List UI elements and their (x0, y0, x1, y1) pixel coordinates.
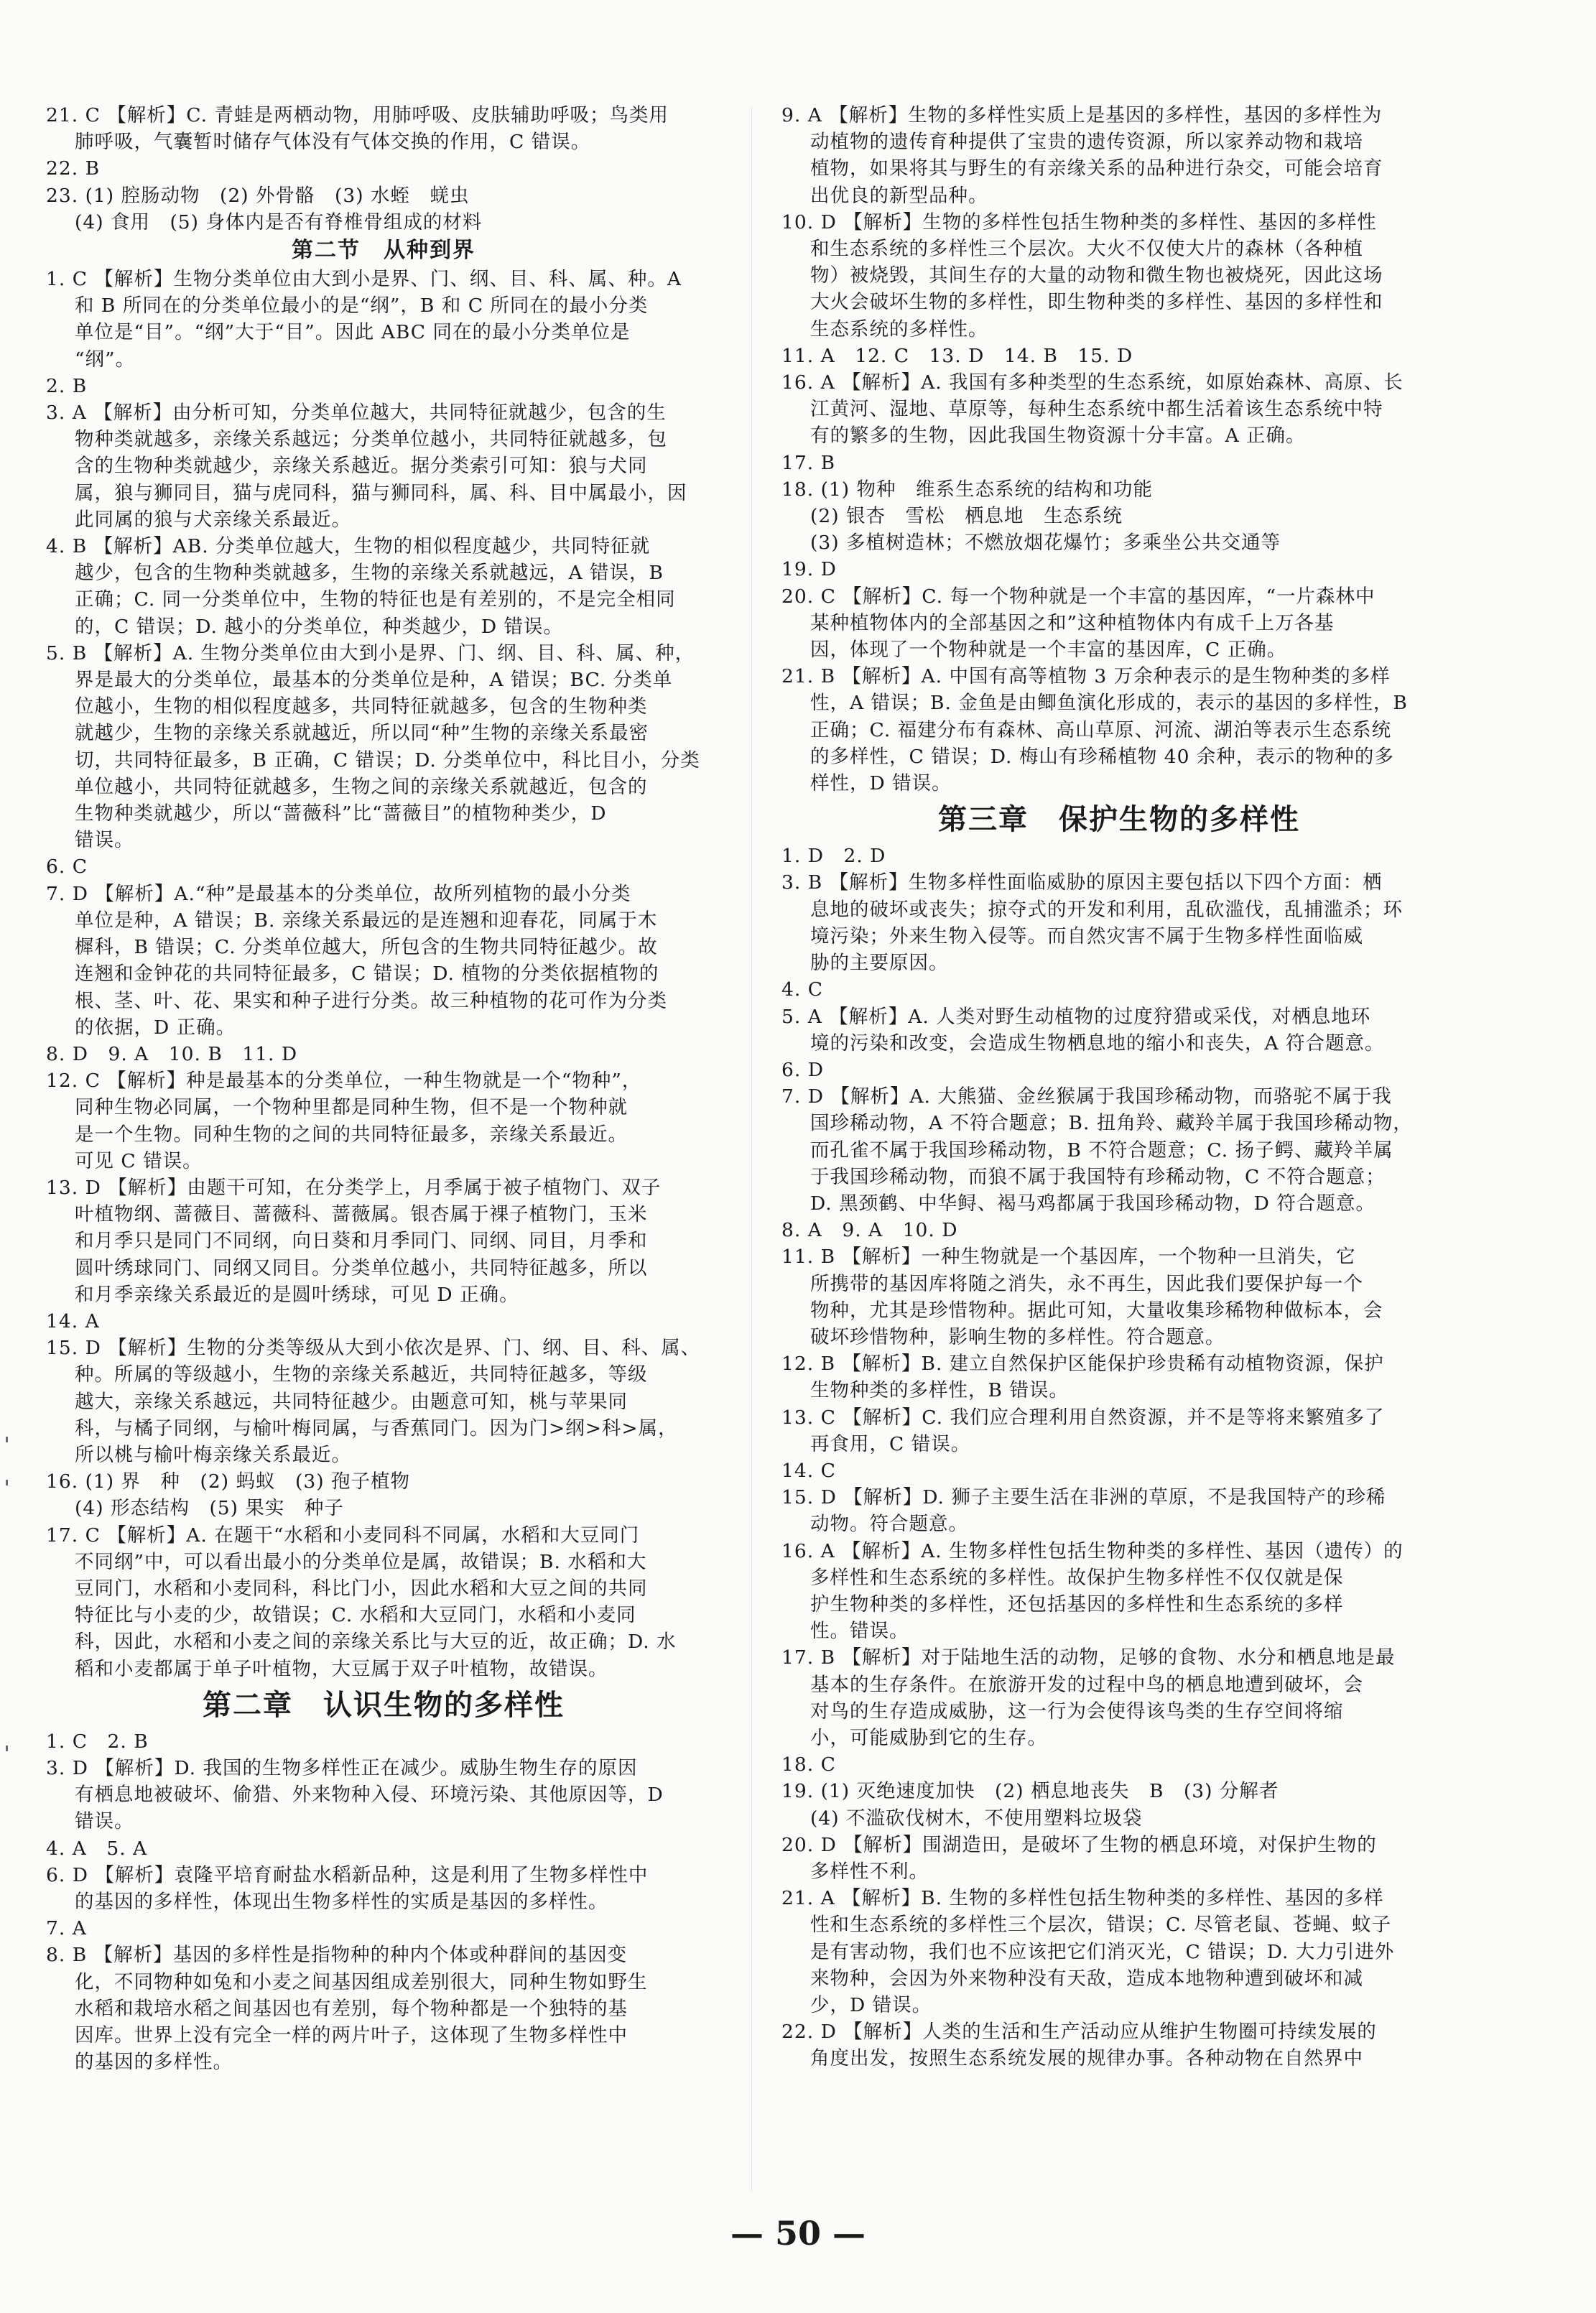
answer-line: 有栖息地被破坏、偷猎、外来物种入侵、环境污染、其他原因等，D (75, 1784, 664, 1807)
answer-line: 6. D 【解析】袁隆平培育耐盐水稻新品种，这是利用了生物多样性中 (46, 1863, 649, 1886)
answer-line: 性，A 错误；B. 金鱼是由鲫鱼演化形成的，表示的基因的多样性，B (810, 692, 1408, 715)
answer-line: 7. D 【解析】A.“种”是最基本的分类单位，故所列植物的最小分类 (46, 882, 631, 905)
answer-line: 3. A 【解析】由分析可知，分类单位越大，共同特征就越少，包含的生 (46, 402, 667, 425)
answer-line: 境的污染和改变，会造成生物栖息地的缩小和丧失，A 符合题意。 (810, 1032, 1385, 1054)
answer-line: D. 黑颈鹤、中华鲟、褐马鸡都属于我国珍稀动物，D 符合题意。 (810, 1192, 1375, 1215)
answer-line: 物）被烧毁，其间生存的大量的动物和微生物也被烧死，因此这场 (810, 264, 1383, 287)
answer-line: 可见 C 错误。 (75, 1149, 203, 1172)
answer-line: 19. (1) 灭绝速度加快 (2) 栖息地丧失 B (3) 分解者 (781, 1780, 1279, 1803)
answer-line: 6. C (46, 856, 88, 879)
answer-line: 生物种类就越少，所以“蔷薇科”比“蔷薇目”的植物种类少，D (75, 802, 607, 825)
answer-line: 出优良的新型品种。 (810, 184, 988, 207)
answer-line: 连翘和金钟花的共同特征最多，C 错误；D. 植物的分类依据植物的 (75, 963, 659, 986)
answer-line: 角度出发，按照生态系统发展的规律办事。各种动物在自然界中 (810, 2047, 1363, 2070)
answer-line: 稻和小麦都属于单子叶植物，大豆属于双子叶植物，故错误。 (75, 1657, 608, 1680)
answer-line: 再食用，C 错误。 (810, 1432, 971, 1455)
answer-line: 1. D 2. D (781, 845, 886, 868)
answer-line: 7. D 【解析】A. 大熊猫、金丝猴属于我国珍稀动物，而骆驼不属于我 (781, 1085, 1392, 1108)
answer-line: (3) 多植树造林；不燃放烟花爆竹；多乘坐公共交通等 (810, 532, 1281, 555)
answer-line: 3. D 【解析】D. 我国的生物多样性正在减少。威胁生物生存的原因 (46, 1756, 638, 1779)
answer-line: 切，共同特征最多，B 正确，C 错误；D. 分类单位中，科比目小，分类 (75, 748, 700, 771)
answer-line: 含的生物种类就越少，亲缘关系越近。据分类索引可知：狼与犬同 (75, 455, 648, 478)
answer-line: 水稻和栽培水稻之间基因也有差别，每个物种都是一个独特的基 (75, 1997, 628, 2020)
answer-line: 8. D 9. A 10. B 11. D (46, 1042, 298, 1065)
answer-line: 特征比与小麦的少，故错误；C. 水稻和大豆同门，水稻和小麦同 (75, 1604, 636, 1627)
answer-line: 单位是种，A 错误；B. 亲缘关系最远的是连翘和迎春花，同属于木 (75, 909, 658, 932)
answer-line: 基本的生存条件。在旅游开发的过程中鸟的栖息地遭到破坏，会 (810, 1673, 1363, 1696)
answer-line: 样性，D 错误。 (810, 772, 952, 795)
answer-line: “纲”。 (75, 348, 136, 371)
answer-line: 国珍稀动物，A 不符合题意；B. 扭角羚、藏羚羊属于我国珍稀动物， (810, 1112, 1413, 1135)
answer-line: (4) 形态结构 (5) 果实 种子 (75, 1497, 344, 1520)
answer-line: 单位是“目”。“纲”大于“目”。因此 ABC 同在的最小分类单位是 (75, 321, 631, 344)
answer-line: 是一个生物。同种生物的之间的共同特征最多，亲缘关系最近。 (75, 1123, 628, 1146)
answer-line: 19. D (781, 558, 837, 581)
answer-line: 1. C 【解析】生物分类单位由大到小是界、门、纲、目、科、属、种。A (46, 268, 682, 291)
answer-line: 错误。 (75, 829, 134, 852)
answer-line: 界是最大的分类单位，最基本的分类单位是种，A 错误；BC. 分类单 (75, 669, 673, 692)
answer-line: 错误。 (75, 1810, 134, 1833)
answer-line: 所携带的基因库将随之消失，永不再生，因此我们要保护每一个 (810, 1272, 1363, 1295)
answer-line: 13. D 【解析】由题干可知，在分类学上，月季属于被子植物门、双子 (46, 1176, 662, 1199)
answer-line: 6. D (781, 1058, 824, 1081)
answer-line: 7. A (46, 1917, 87, 1940)
answer-line: 因库。世界上没有完全一样的两片叶子，这体现了生物多样性中 (75, 2024, 628, 2047)
answer-line: 位越小，生物的相似程度越多，共同特征就越多，包含的生物种类 (75, 695, 648, 718)
answer-line: 性和生态系统的多样性三个层次，错误；C. 尽管老鼠、苍蝇、蚊子 (810, 1914, 1392, 1937)
answer-line: 13. C 【解析】C. 我们应合理利用自然资源，并不是等将来繁殖多了 (781, 1406, 1385, 1429)
answer-line: 动植物的遗传育种提供了宝贵的遗传资源，所以家养动物和栽培 (810, 131, 1363, 154)
answer-line: 1. C 2. B (46, 1730, 149, 1753)
answer-line: 20. C 【解析】C. 每一个物种就是一个丰富的基因库，“一片森林中 (781, 585, 1375, 608)
answer-line: 和月季只是同门不同纲，向日葵和月季同门、同纲、同目，月季和 (75, 1230, 648, 1253)
answer-line: 化，不同物种如兔和小麦之间基因组成差别很大，同种生物如野生 (75, 1970, 648, 1993)
answer-line: 根、茎、叶、花、果实和种子进行分类。故三种植物的花可作为分类 (75, 989, 667, 1012)
answer-line: 的，C 错误；D. 越小的分类单位，种类越少，D 错误。 (75, 615, 564, 638)
column-divider (751, 108, 752, 2191)
answer-line: 对鸟的生存造成威胁，这一行为会使得该鸟类的生存空间将缩 (810, 1700, 1344, 1723)
answer-line: 小，可能威胁到它的生存。 (810, 1726, 1047, 1749)
answer-line: 生态系统的多样性。 (810, 317, 988, 340)
answer-line: 破坏珍惜物种，影响生物的多样性。符合题意。 (810, 1325, 1225, 1348)
answer-line: 就越少，生物的亲缘关系就越近，所以同“种”生物的亲缘关系最密 (75, 722, 649, 745)
answer-line: 有的繁多的生物，因此我国生物资源十分丰富。A 正确。 (810, 425, 1306, 448)
page-number-value: 50 (774, 2214, 821, 2253)
answer-line: 和 B 所同在的分类单位最小的是“纲”，B 和 C 所同在的最小分类 (75, 295, 649, 317)
answer-line: 17. B 【解析】对于陆地生活的动物，足够的食物、水分和栖息地是最 (781, 1646, 1396, 1669)
answer-line: 14. C (781, 1459, 836, 1482)
answer-line: 的基因的多样性，体现出生物多样性的实质是基因的多样性。 (75, 1891, 608, 1913)
answer-line: 4. B 【解析】AB. 分类单位越大，生物的相似程度越少，共同特征就 (46, 535, 651, 558)
answer-line: 同种生物必同属，一个物种里都是同种生物，但不是一个物种就 (75, 1096, 628, 1119)
answer-line: 大火会破坏生物的多样性，即生物种类的多样性、基因的多样性和 (810, 291, 1383, 314)
answer-line: 护生物种类的多样性，还包括基因的多样性和生态系统的多样 (810, 1593, 1344, 1616)
answer-line: 的依据，D 正确。 (75, 1016, 236, 1039)
answer-line: 16. (1) 界 种 (2) 蚂蚁 (3) 孢子植物 (46, 1470, 410, 1493)
answer-line: 生物种类的多样性，B 错误。 (810, 1379, 1069, 1402)
answer-line: 18. (1) 物种 维系生态系统的结构和功能 (781, 478, 1154, 501)
answer-line: 的基因的多样性。 (75, 2051, 233, 2074)
answer-line: 所以桃与榆叶梅亲缘关系最近。 (75, 1443, 351, 1466)
answer-line: 属，狼与狮同目，猫与虎同科，猫与狮同科，属、科、目中属最小，因 (75, 481, 687, 504)
answer-line: (4) 食用 (5) 身体内是否有脊椎骨组成的材料 (75, 210, 483, 233)
answer-line: 17. C 【解析】A. 在题干“水稻和小麦同科不同属，水稻和大豆同门 (46, 1524, 640, 1547)
answer-line: 多样性和生态系统的多样性。故保护生物多样性不仅仅就是保 (810, 1566, 1344, 1589)
answer-line: 和月季亲缘关系最近的是圆叶绣球，可见 D 正确。 (75, 1283, 519, 1306)
answer-line: 22. D 【解析】人类的生活和生产活动应从维护生物圈可持续发展的 (781, 2021, 1377, 2044)
answer-line: 21. C 【解析】C. 青蛙是两栖动物，用肺呼吸、皮肤辅助呼吸；鸟类用 (46, 104, 669, 126)
answer-line: 圆叶绣球同门、同纲又同目。分类单位越小，共同特征越多，所以 (75, 1256, 648, 1279)
answer-line: 正确；C. 同一分类单位中，生物的特征也是有差别的，不是完全相同 (75, 588, 676, 611)
answer-line: 11. A 12. C 13. D 14. B 15. D (781, 344, 1133, 367)
answer-line: 不同纲”中，可以看出最小的分类单位是属，故错误；B. 水稻和大 (75, 1550, 647, 1573)
answer-line: 息地的破坏或丧失；掠夺式的开发和利用，乱砍滥伐，乱捕滥杀；环 (810, 898, 1403, 921)
answer-line: 正确；C. 福建分布有森林、高山草原、河流、湖泊等表示生态系统 (810, 718, 1392, 741)
answer-line: 此同属的狼与犬亲缘关系最近。 (75, 508, 351, 531)
answer-line: 境污染；外来生物入侵等。而自然灾害不属于生物多样性面临威 (810, 924, 1363, 947)
chapter-heading: 第三章 保护生物的多样性 (938, 803, 1300, 837)
answer-line: 5. B 【解析】A. 生物分类单位由大到小是界、门、纲、目、科、属、种， (46, 641, 695, 664)
answer-column-left (46, 102, 721, 2075)
answer-line: 种。所属的等级越小，生物的亲缘关系越近，共同特征越多，等级 (75, 1363, 648, 1386)
answer-line: 3. B 【解析】生物多样性面临威胁的原因主要包括以下四个方面：栖 (781, 871, 1383, 894)
answer-line: 植物，如果将其与野生的有亲缘关系的品种进行杂交，可能会培育 (810, 157, 1383, 180)
answer-line: (2) 银杏 雪松 栖息地 生态系统 (810, 505, 1123, 528)
answer-line: 的多样性，C 错误；D. 梅山有珍稀植物 40 余种，表示的物种的多 (810, 745, 1394, 768)
answer-line: 10. D 【解析】生物的多样性包括生物种类的多样性、基因的多样性 (781, 210, 1377, 233)
page-number: — 50 — (730, 2214, 866, 2253)
answer-line: 越少，包含的生物种类就越多，生物的亲缘关系就越远，A 错误，B (75, 562, 664, 585)
answer-line: 20. D 【解析】围湖造田，是破坏了生物的栖息环境，对保护生物的 (781, 1833, 1377, 1856)
answer-line: 4. C (781, 978, 823, 1001)
binding-mark (6, 1480, 19, 1485)
answer-line: 8. A 9. A 10. D (781, 1219, 958, 1242)
answer-line: 23. (1) 腔肠动物 (2) 外骨骼 (3) 水蛭 蜣虫 (46, 184, 470, 207)
answer-line: 豆同门，水稻和小麦同科，科比门小，因此水稻和大豆之间的共同 (75, 1577, 648, 1600)
answer-line: 15. D 【解析】D. 狮子主要生活在非洲的草原，不是我国特产的珍稀 (781, 1486, 1386, 1509)
answer-line: 江黄河、湿地、草原等，每种生态系统中都生活着该生态系统中特 (810, 398, 1383, 421)
answer-line: 多样性不利。 (810, 1860, 929, 1883)
answer-line: 来物种，会因为外来物种没有天敌，造成本地物种遭到破坏和减 (810, 1967, 1363, 1990)
answer-line: 科，与橘子同纲，与榆叶梅同属，与香蕉同门。因为门>纲>科>属， (75, 1417, 678, 1440)
answer-line: 18. C (781, 1753, 836, 1776)
answer-line: 12. C 【解析】种是最基本的分类单位，一种生物就是一个“物种”， (46, 1070, 642, 1093)
answer-line: 性。错误。 (810, 1620, 909, 1643)
answer-line: 8. B 【解析】基因的多样性是指物种的种内个体或种群间的基因变 (46, 1944, 628, 1967)
answer-line: 5. A 【解析】A. 人类对野生动植物的过度狩猎或采伐，对栖息地环 (781, 1005, 1371, 1028)
answer-line: 12. B 【解析】B. 建立自然保护区能保护珍贵稀有动植物资源，保护 (781, 1353, 1384, 1376)
answer-line: 22. B (46, 157, 101, 180)
answer-line: 15. D 【解析】生物的分类等级从大到小依次是界、门、纲、目、科、属、 (46, 1337, 701, 1360)
answer-line: 16. A 【解析】A. 我国有多种类型的生态系统，如原始森林、高原、长 (781, 371, 1404, 394)
answer-line: 叶植物纲、蔷薇目、蔷薇科、蔷薇属。银杏属于裸子植物门，玉米 (75, 1203, 648, 1226)
chapter-heading: 第二章 认识生物的多样性 (203, 1688, 565, 1722)
answer-line: 因，体现了一个物种就是一个丰富的基因库，C 正确。 (810, 639, 1287, 662)
answer-line: 樨科，B 错误；C. 分类单位越大，所包含的生物共同特征越少。故 (75, 936, 658, 959)
binding-mark (6, 1746, 19, 1751)
answer-line: 少，D 错误。 (810, 1994, 932, 2017)
answer-line: 是有害动物，我们也不应该把它们消灭光，C 错误；D. 大力引进外 (810, 1940, 1395, 1963)
answer-line: 越大，亲缘关系越远，共同特征越少。由题意可知，桃与苹果同 (75, 1390, 628, 1413)
answer-line: 胁的主要原因。 (810, 952, 949, 975)
answer-line: 肺呼吸，气囊暂时储存气体没有气体交换的作用，C 错误。 (75, 131, 591, 154)
answer-line: 物种，尤其是珍惜物种。据此可知，大量收集珍稀物种做标本，会 (810, 1299, 1383, 1322)
binding-mark (6, 1437, 19, 1442)
answer-line: (4) 不滥砍伐树木，不使用塑料垃圾袋 (810, 1807, 1143, 1830)
answer-line: 科，因此，水稻和小麦之间的亲缘关系比与大豆的近，故正确；D. 水 (75, 1631, 677, 1654)
answer-line: 单位越小，共同特征就越多，生物之间的亲缘关系就越近，包含的 (75, 775, 648, 798)
answer-line: 2. B (46, 374, 88, 397)
answer-line: 14. A (46, 1310, 100, 1332)
answer-line: 物种类就越多，亲缘关系越远；分类单位越小，共同特征就越多，包 (75, 428, 667, 451)
answer-column-right (781, 102, 1457, 2072)
section-heading: 第二节 从种到界 (292, 238, 475, 264)
answer-line: 于我国珍稀动物，而狼不属于我国特有珍稀动物，C 不符合题意； (810, 1165, 1386, 1188)
answer-line: 4. A 5. A (46, 1837, 148, 1860)
answer-line: 某种植物体内的全部基因之和”这种植物体内有成千上万各基 (810, 611, 1335, 634)
answer-line: 21. B 【解析】A. 中国有高等植物 3 万余种表示的是生物种类的多样 (781, 665, 1391, 688)
answer-line: 21. A 【解析】B. 生物的多样性包括生物种类的多样性、基因的多样 (781, 1887, 1384, 1910)
answer-line: 和生态系统的多样性三个层次。大火不仅使大片的森林（各种植 (810, 238, 1363, 261)
answer-line: 11. B 【解析】一种生物就是一个基因库，一个物种一旦消失，它 (781, 1246, 1356, 1269)
answer-line: 17. B (781, 451, 836, 474)
answer-line: 而孔雀不属于我国珍稀动物，B 不符合题意；C. 扬子鳄、藏羚羊属 (810, 1139, 1393, 1162)
answer-line: 16. A 【解析】A. 生物多样性包括生物种类的多样性、基因（遗传）的 (781, 1539, 1404, 1562)
answer-line: 动物。符合题意。 (810, 1513, 968, 1536)
answer-line: 9. A 【解析】生物的多样性实质上是基因的多样性，基因的多样性为 (781, 104, 1383, 126)
